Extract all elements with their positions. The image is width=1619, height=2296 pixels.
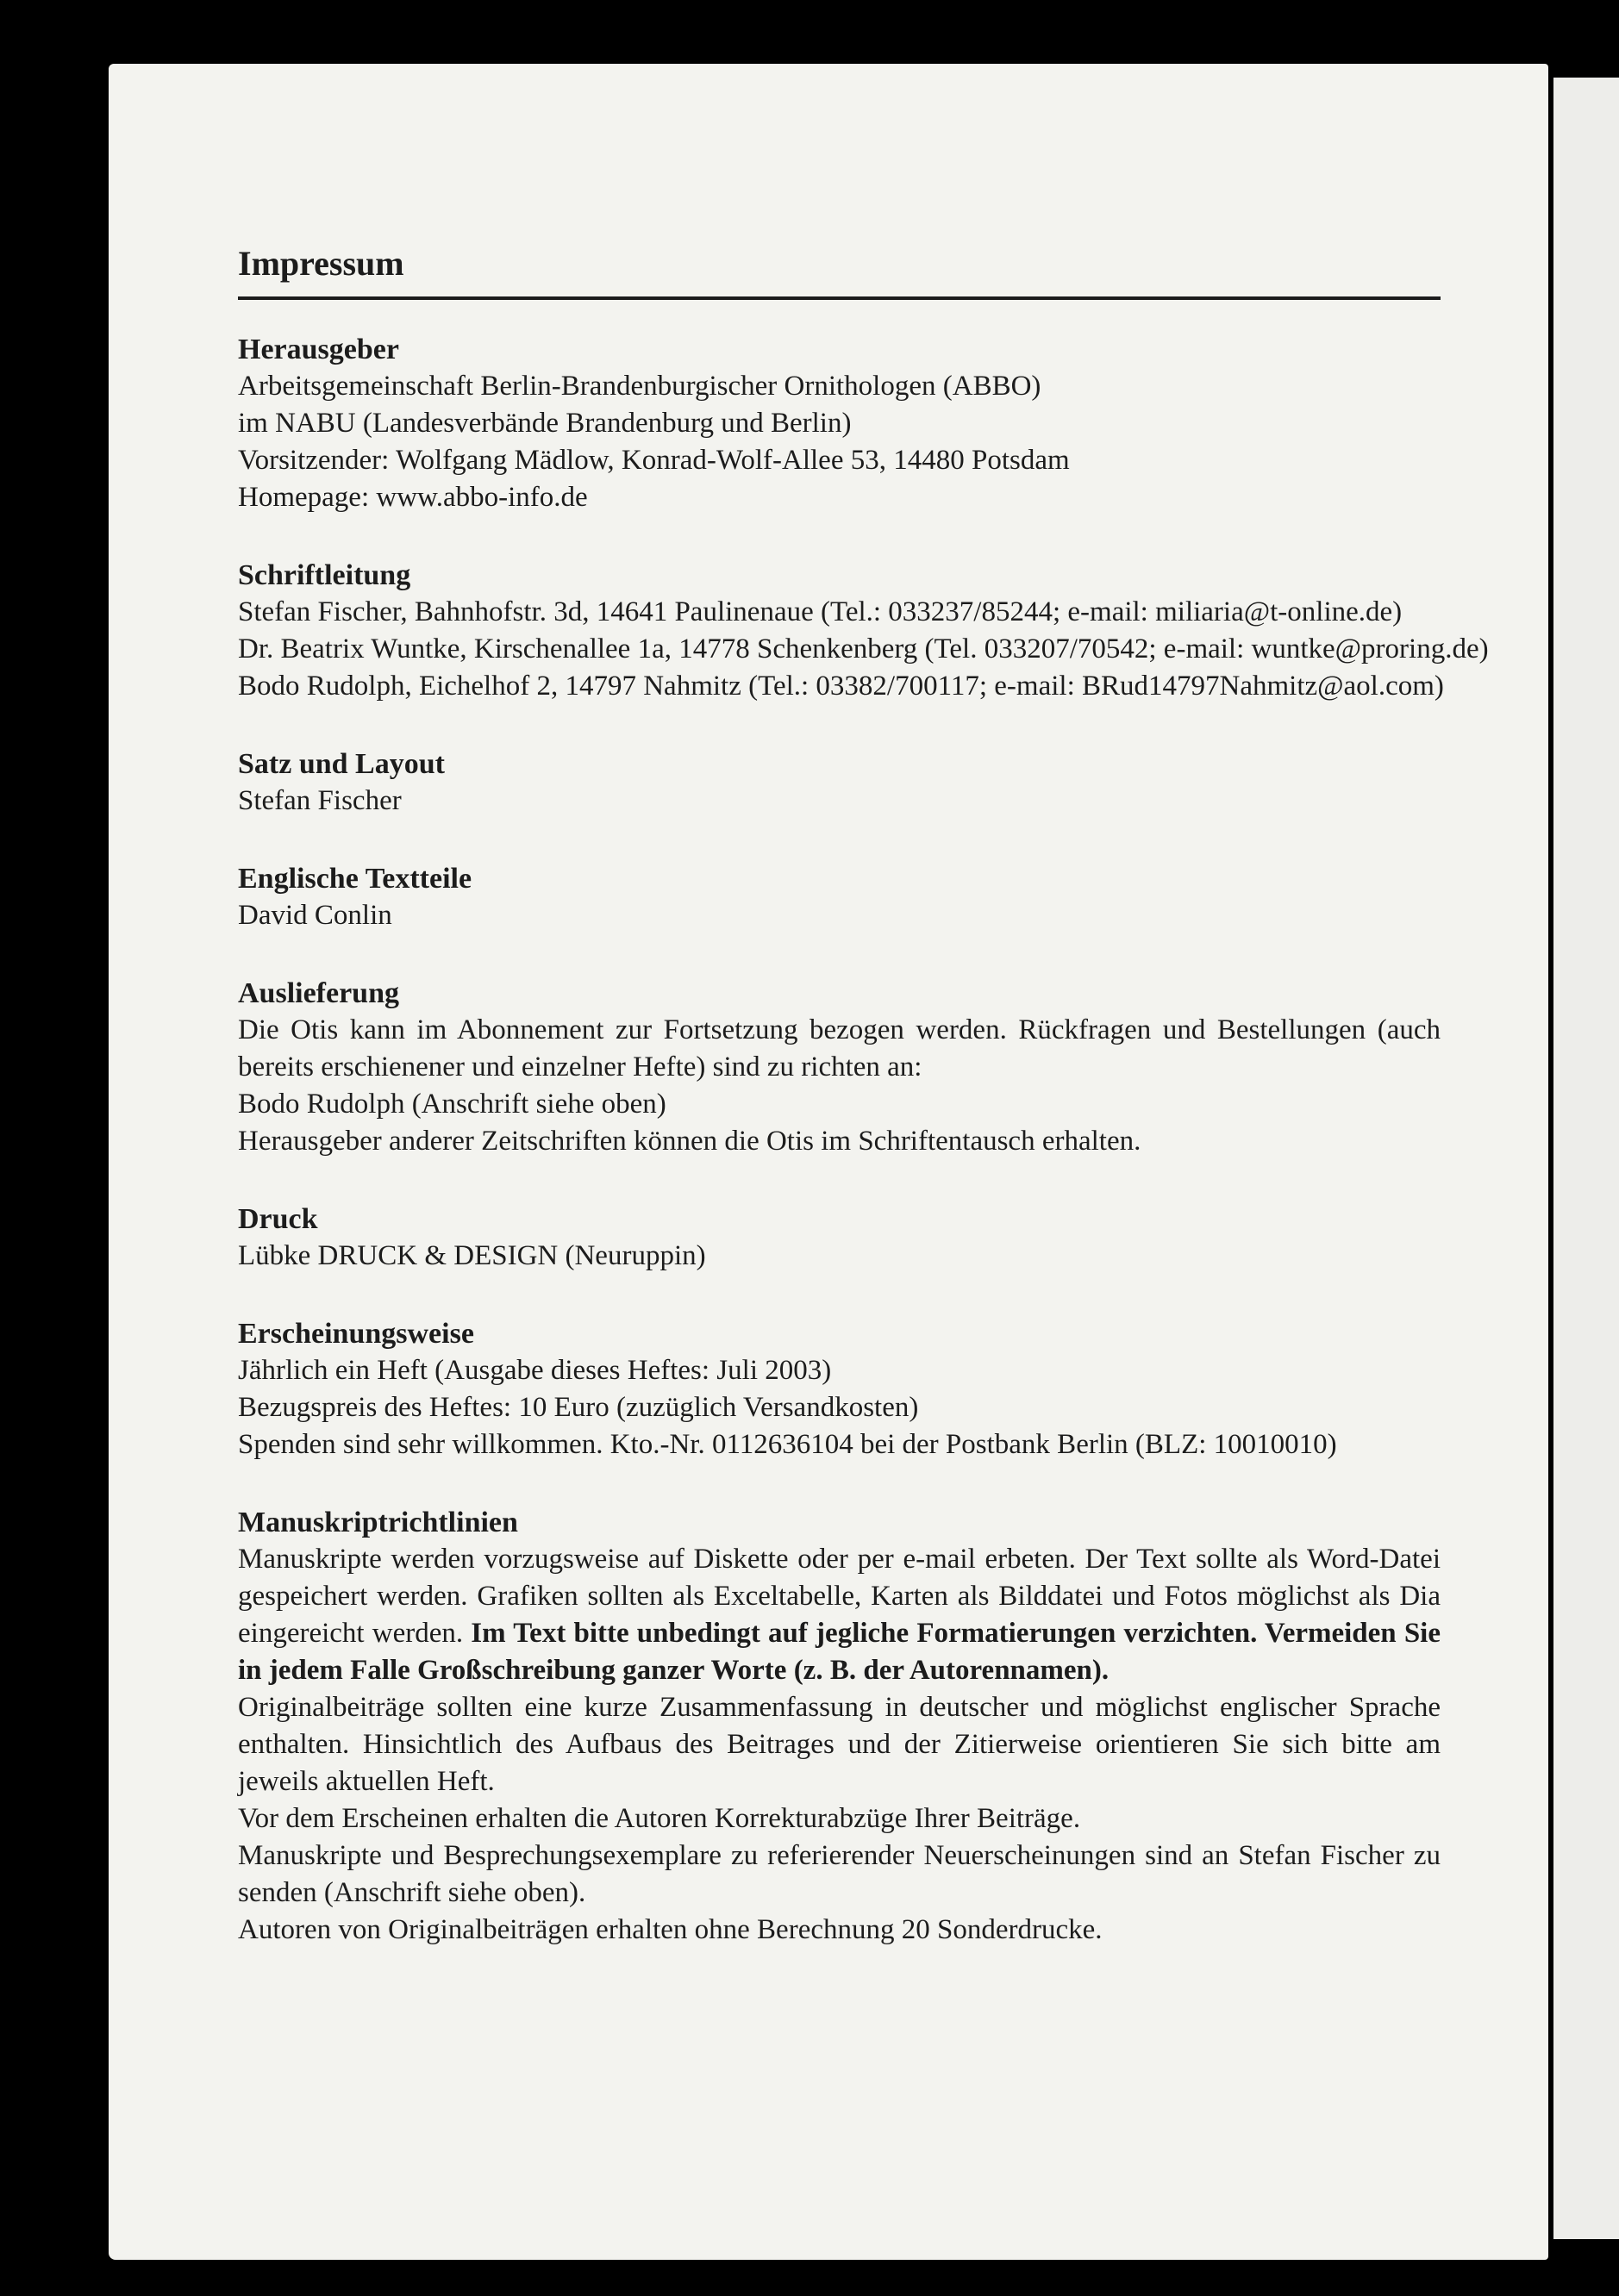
section-druck [238,1201,1441,1275]
text-line: Spenden sind sehr willkommen. Kto.-Nr. 0112636104 bei der Postbank Berlin (BLZ: 10010010) [238,1429,1337,1460]
text-line: Jährlich ein Heft (Ausgabe dieses Heftes: Juli 2003) [238,1355,832,1386]
section-satz-layout [238,746,1441,820]
section-auslieferung [238,975,1441,1160]
paragraph [238,1541,1441,1689]
text-line: Autoren von Originalbeiträgen erhalten ohne Berechnung 20 Sonderdrucke. [238,1914,1103,1945]
title-rule [238,296,1441,300]
section-heading: Erscheinungsweise [238,1318,474,1350]
section-herausgeber [238,331,1441,516]
paragraph: Originalbeiträge sollten eine kurze Zusammenfassung in deutscher und möglichst englischer Sprache enthalten. Hinsichtlich des Aufbaus des Beitrages und der Zitierweise orientieren Sie sich bitte am jeweils aktuellen Heft. [238,1692,1441,1797]
adjacent-page-edge [1553,78,1619,2239]
text-line: Stefan Fischer [238,785,402,816]
editor-line: Bodo Rudolph, Eichelhof 2, 14797 Nahmitz (Tel.: 03382/700117; e-mail: BRud14797Nahmitz@aol.com) [238,671,1444,702]
text-line: Lübke DRUCK & DESIGN (Neuruppin) [238,1240,706,1271]
section-schriftleitung [238,557,1489,705]
text-line: im NABU (Landesverbände Brandenburg und Berlin) [238,408,852,439]
section-erscheinungsweise [238,1315,1441,1463]
section-heading: Schriftleitung [238,559,411,591]
page-title: Impressum [238,244,404,283]
section-manuskriptrichtlinien [238,1504,1441,1949]
paragraph: Manuskripte und Besprechungsexemplare zu referierender Neuerscheinungen sind an Stefan Fischer zu senden (Anschrift siehe oben). [238,1840,1441,1908]
text-line: Bodo Rudolph (Anschrift siehe oben) [238,1089,666,1120]
text-line: Vor dem Erscheinen erhalten die Autoren Korrekturabzüge Ihrer Beiträge. [238,1803,1081,1834]
text-line: Arbeitsgemeinschaft Berlin-Brandenburgischer Ornithologen (ABBO) [238,371,1041,402]
homepage-line: Homepage: www.abbo-info.de [238,482,588,513]
paragraph: Die Otis kann im Abonnement zur Fortsetzung bezogen werden. Rückfragen und Bestellungen (auch bereits erschienener und einzelner Hefte) sind zu richten an: [238,1014,1441,1082]
section-heading: Auslieferung [238,977,399,1009]
text-line: David Conlin [238,900,392,931]
paragraph-text: Manuskripte werden vorzugsweise auf Diskette oder per e-mail erbeten. Der Text sollte als Word-Datei gespeichert werden. Grafiken sollten als Exceltabelle, Karten als Bilddatei und Fotos möglichst als Dia eingereicht werden. [238,1544,1441,1649]
section-heading: Manuskriptrichtlinien [238,1507,518,1538]
imprint-content [238,240,1489,1989]
page-sheet [109,64,1548,2260]
editor-line: Dr. Beatrix Wuntke, Kirschenallee 1a, 14778 Schenkenberg (Tel. 033207/70542; e-mail: wuntke@proring.de) [238,633,1489,664]
section-heading: Druck [238,1203,318,1235]
section-heading: Satz und Layout [238,748,445,780]
section-englische-textteile [238,860,1441,934]
text-line: Vorsitzender: Wolfgang Mädlow, Konrad-Wolf-Allee 53, 14480 Potsdam [238,445,1070,476]
section-heading: Herausgeber [238,334,399,365]
editor-line: Stefan Fischer, Bahnhofstr. 3d, 14641 Paulinenaue (Tel.: 033237/85244; e-mail: miliaria@t-online.de) [238,596,1403,627]
text-line: Herausgeber anderer Zeitschriften können die Otis im Schriftentausch erhalten. [238,1126,1141,1157]
emphasized-instruction: Im Text bitte unbedingt auf jegliche Formatierungen verzichten. Vermeiden Sie in jedem Falle Großschreibung ganzer Worte (z. B. der Autorennamen). [238,1618,1441,1686]
text-line: Bezugspreis des Heftes: 10 Euro (zuzüglich Versandkosten) [238,1392,919,1423]
section-heading: Englische Textteile [238,863,472,895]
